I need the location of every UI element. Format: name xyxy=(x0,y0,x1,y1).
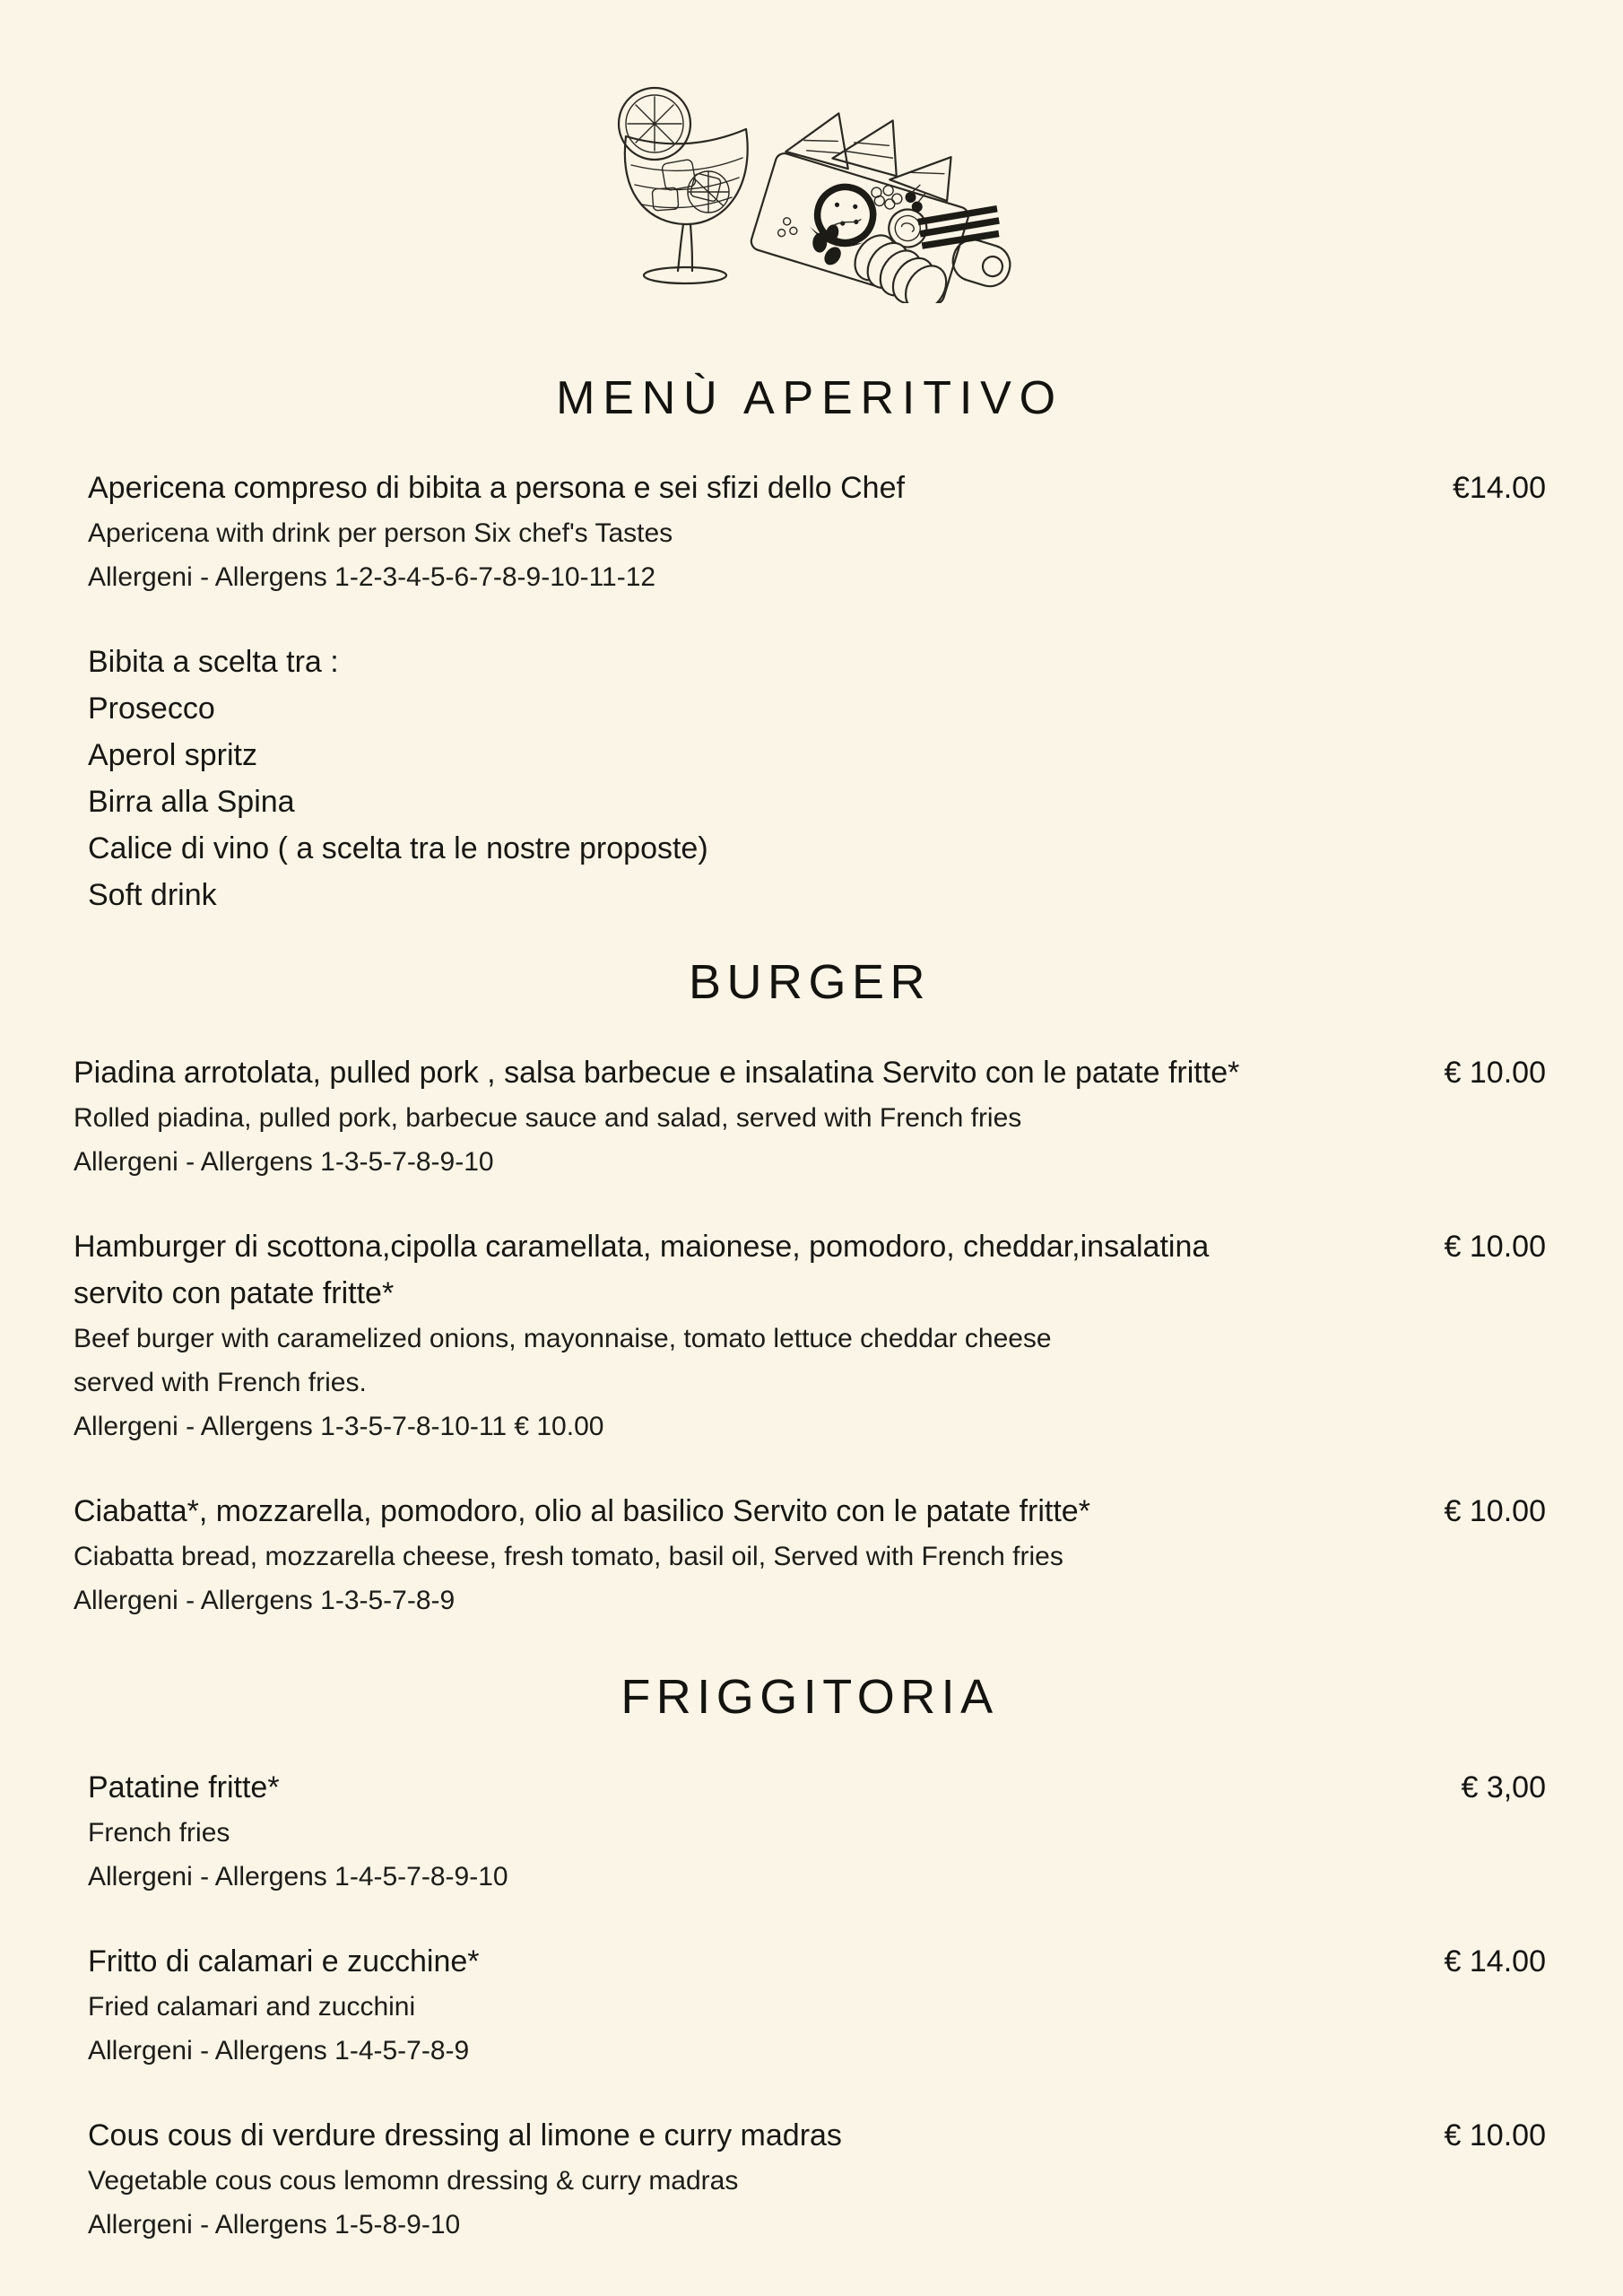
item-description-en: Apericena with drink per person Six chef's Tastes xyxy=(88,518,673,548)
item-allergens: Allergeni - Allergens 1-3-5-7-8-9-10 xyxy=(74,1147,494,1177)
item-price: € 10.00 xyxy=(1444,2118,1546,2152)
item-description-en: Fried calamari and zucchini xyxy=(88,1992,416,2022)
spritz-glass-and-charcuterie-board-drawing xyxy=(599,79,1020,303)
item-allergens: Allergeni - Allergens 1-4-5-7-8-9-10 xyxy=(88,1862,508,1892)
item-name: Hamburger di scottona,cipolla caramellata, maionese, pomodoro, cheddar,insalatina xyxy=(74,1230,1210,1264)
item-allergens: Allergeni - Allergens 1-4-5-7-8-9 xyxy=(88,2036,470,2066)
item-name: Patatine fritte* xyxy=(88,1770,280,1805)
item-description-en-line2: served with French fries. xyxy=(74,1368,367,1397)
item-description-en: Beef burger with caramelized onions, mayonnaise, tomato lettuce cheddar cheese xyxy=(74,1324,1052,1353)
item-name: Cous cous di verdure dressing al limone e curry madras xyxy=(88,2118,842,2152)
item-price: € 10.00 xyxy=(1444,1056,1546,1090)
drinks-intro: Bibita a scelta tra : xyxy=(88,645,339,679)
item-name: Piadina arrotolata, pulled pork , salsa barbecue e insalatina Servito con le patate fritte* xyxy=(74,1056,1240,1090)
item-allergens: Allergeni - Allergens 1-2-3-4-5-6-7-8-9-10-11-12 xyxy=(88,562,656,592)
menu-item-piadina xyxy=(74,1049,1546,1184)
charcuterie-board-icon xyxy=(744,91,1020,303)
item-price: € 10.00 xyxy=(1444,1230,1546,1264)
drink-option: Soft drink xyxy=(88,878,217,912)
section-title-burger: BURGER xyxy=(689,955,931,1009)
menu-item-cous-cous xyxy=(74,2112,1546,2247)
aperitivo-illustration xyxy=(74,0,1546,289)
menu-item-hamburger xyxy=(74,1223,1546,1448)
item-allergens: Allergeni - Allergens 1-3-5-7-8-9 xyxy=(74,1586,456,1615)
item-name: Ciabatta*, mozzarella, pomodoro, olio al basilico Servito con le patate fritte* xyxy=(74,1494,1090,1528)
item-allergens: Allergeni - Allergens 1-5-8-9-10 xyxy=(88,2210,461,2239)
menu-item-fritto-calamari xyxy=(74,1938,1546,2073)
item-description-en: Rolled piadina, pulled pork, barbecue sauce and salad, served with French fries xyxy=(74,1103,1022,1133)
menu-item-ciabatta xyxy=(74,1488,1546,1622)
menu-item-apericena xyxy=(74,465,1546,599)
item-price: € 14.00 xyxy=(1444,1944,1546,1979)
drink-option: Prosecco xyxy=(88,691,215,726)
item-price: € 3,00 xyxy=(1461,1770,1546,1805)
citrus-slice-icon xyxy=(619,88,690,160)
item-price: € 10.00 xyxy=(1444,1494,1546,1528)
item-price: €14.00 xyxy=(1453,471,1546,505)
menu-item-patatine xyxy=(74,1764,1546,1899)
drink-option: Aperol spritz xyxy=(88,738,257,772)
drink-option: Birra alla Spina xyxy=(88,785,295,819)
item-description-en: Ciabatta bread, mozzarella cheese, fresh tomato, basil oil, Served with French fries xyxy=(74,1542,1063,1571)
drink-option: Calice di vino ( a scelta tra le nostre proposte) xyxy=(88,831,708,865)
item-name: Fritto di calamari e zucchine* xyxy=(88,1944,480,1979)
item-description-en: Vegetable cous cous lemomn dressing & curry madras xyxy=(88,2166,739,2196)
item-name-line2: servito con patate fritte* xyxy=(74,1276,395,1310)
drink-options-list xyxy=(74,639,1546,918)
section-title-friggitoria: FRIGGITORIA xyxy=(621,1670,999,1724)
item-allergens: Allergeni - Allergens 1-3-5-7-8-10-11 € 10.00 xyxy=(74,1412,604,1441)
item-name: Apericena compreso di bibita a persona e sei sfizi dello Chef xyxy=(88,471,905,505)
item-description-en: French fries xyxy=(88,1818,230,1848)
page-title: MENÙ APERITIVO xyxy=(556,372,1063,424)
